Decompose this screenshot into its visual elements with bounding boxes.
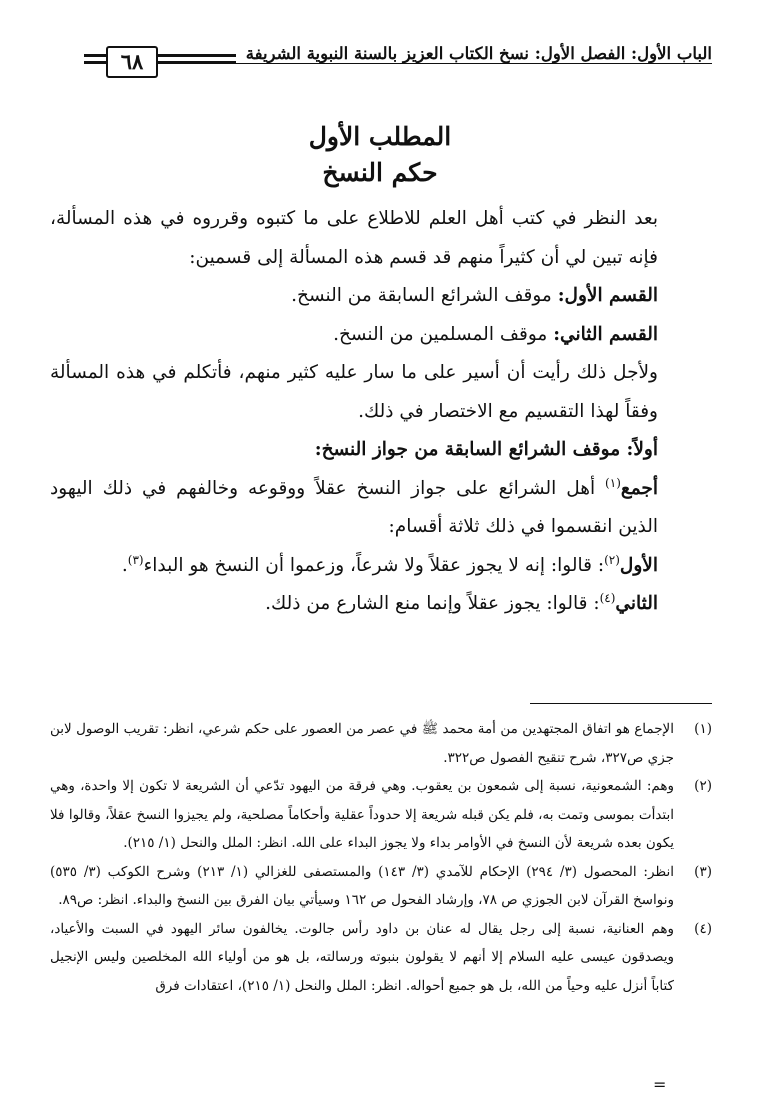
footnotes — [50, 715, 712, 1000]
footnote — [50, 858, 712, 915]
continuation-mark: = — [653, 1075, 667, 1094]
section-heading: المطلب الأول — [308, 122, 452, 151]
label: القسم الثاني: — [553, 323, 658, 345]
footnote-number: (١) — [694, 721, 712, 737]
paragraph — [50, 316, 712, 355]
label: الأول — [619, 554, 658, 576]
paragraph-text: أهل الشرائع على جواز النسخ عقلاً ووقوعه وخالفهم في ذلك اليهود الذين انقسموا في ذلك ثلاثة أقسام: — [50, 477, 658, 537]
footnote-text: الإجماع هو اتفاق المجتهدين من أمة محمد ﷺ في عصر من العصور على حكم شرعي، انظر: تقريب الوصول لابن جزي ص٣٢٧، شرح تنقيح الفصول ص٣٢٢. — [50, 721, 674, 766]
footnote-text: وهم العنانية، نسبة إلى رجل يقال له عنان بن داود رأس جالوت. يخالفون سائر اليهود في السبت والأعياد، ويصدقون عيسى عليه السلام إلا أنهم لا يقولون بنبوته ورسالته، بل هو من أولياء الله المخلصين وليس الإنجيل كتاباً أنزل عليه وحياً من الله، بل هو جميع أحواله. انظر: الملل والنحل (١/ ٢١٥)، اعتقادات فرق — [50, 920, 674, 994]
topic-heading: حكم النسخ — [322, 158, 438, 187]
paragraph-text: : قالوا: يجوز عقلاً وإنما منع الشارع من ذلك. — [265, 593, 600, 614]
footnote-number: (٢) — [694, 778, 712, 794]
running-header — [84, 42, 712, 78]
footnote-text: وهم: الشمعونية، نسبة إلى شمعون بن يعقوب. وهي فرقة من اليهود تدّعي أن الشريعة لا تكون إلا واحدة، وهي ابتدأت بموسى وتمت به، فلم يكن قبله شريعة إلا حدوداً عقلية وأحكاماً مصلحية، ولم يجيزوا النسخ عقلاً، وقالوا فلا يكون بعده شريعة لأن النسخ في الأوامر بداء ولا يجوز البداء على الله. انظر: الملل والنحل (١/ ٢١٥). — [50, 778, 674, 851]
footnote — [50, 772, 712, 858]
paragraph — [50, 277, 712, 316]
header-title: الباب الأول: الفصل الأول: نسخ الكتاب العزيز بالسنة النبوية الشريفة — [236, 44, 712, 63]
footnote-number: (٣) — [694, 863, 712, 880]
footnote — [50, 715, 712, 772]
footnote-text: انظر: المحصول (٣/ ٢٩٤) الإحكام للآمدي (٣/ ١٤٣) والمستصفى للغزالي (١/ ٢١٣) وشرح الكوكب (٣/ ٥٣٥) ونواسخ القرآن لابن الجوزي ص ٧٨، وإرشاد الفحول ص ١٦٢ وسيأتي بيان الفرق بين النسخ والبداء. انظر: ص٨٩. — [50, 863, 675, 908]
paragraph: بعد النظر في كتب أهل العلم للاطلاع على ما كتبوه وقرروه في هذه المسألة، فإنه تبين لي أن كثيراً منهم قد قسم هذه المسألة إلى قسمين: — [50, 208, 658, 268]
label: القسم الأول: — [557, 285, 658, 306]
paragraph: ولأجل ذلك رأيت أن أسير على ما سار عليه كثير منهم، فأتكلم في هذه المسألة وفقاً لهذا التقسيم مع الاختصار في ذلك. — [50, 362, 658, 422]
label: الثاني — [615, 593, 658, 614]
paragraph-text: موقف المسلمين من النسخ. — [333, 323, 548, 345]
paragraph — [50, 470, 712, 547]
footnote-ref[interactable]: (٣) — [127, 552, 144, 567]
footnote — [50, 915, 712, 1001]
footnote-number: (٤) — [694, 920, 712, 937]
footnote-ref[interactable]: (٢) — [604, 552, 620, 567]
label: أجمع — [620, 477, 658, 499]
footnote-separator — [530, 703, 712, 704]
punctuation: . — [121, 554, 128, 576]
paragraph — [50, 585, 712, 624]
body-text — [50, 200, 712, 624]
paragraph-text: موقف الشرائع السابقة من النسخ. — [291, 285, 552, 306]
page-number: ٦٨ — [106, 46, 158, 78]
subheading: أولاً: موقف الشرائع السابقة من جواز النسخ: — [314, 439, 658, 460]
paragraph-text: : قالوا: إنه لا يجوز عقلاً ولا شرعاً، وزعموا أن النسخ هو البداء — [143, 554, 605, 576]
footnote-ref[interactable]: (١) — [605, 475, 621, 490]
paragraph — [50, 547, 712, 586]
footnote-ref[interactable]: (٤) — [599, 590, 616, 605]
